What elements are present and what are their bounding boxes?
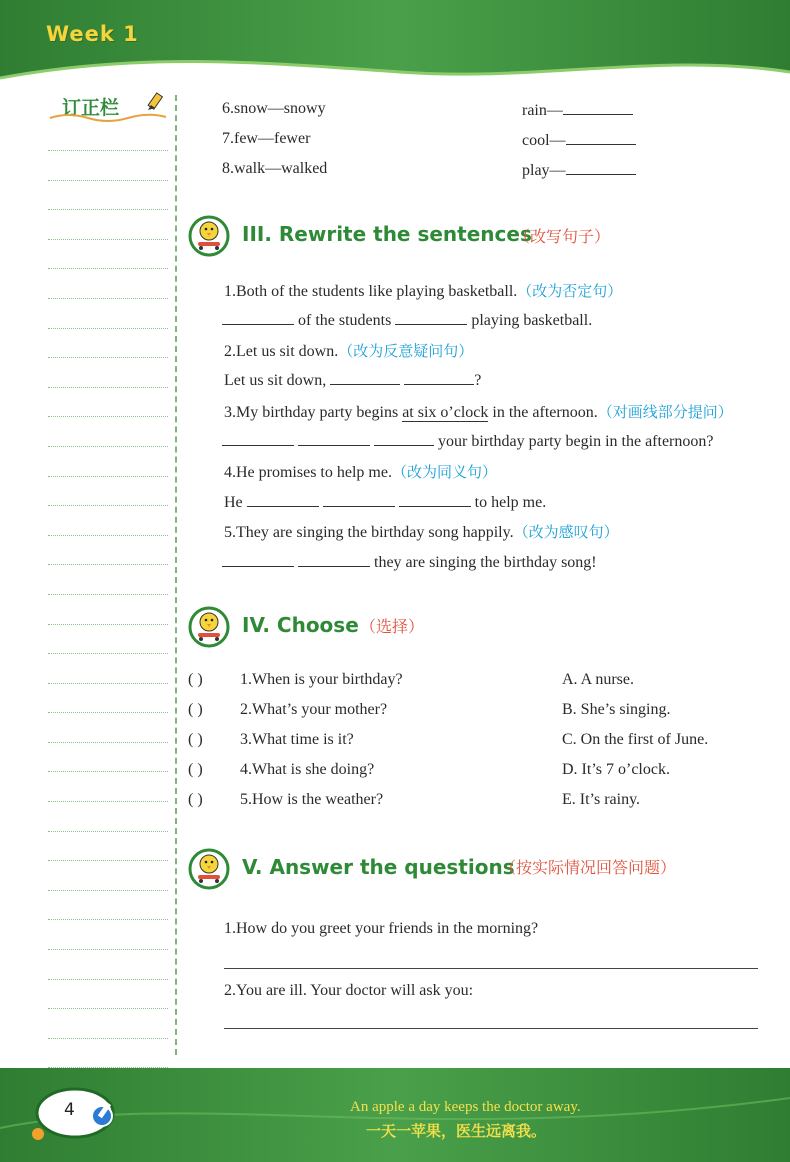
correction-lines bbox=[48, 150, 168, 1097]
s3-a3: your birthday party begin in the afternoon? bbox=[222, 431, 713, 451]
comparison-left-2: 7.few—fewer bbox=[222, 130, 311, 147]
s4-question-4: 4.What is she doing? bbox=[240, 761, 375, 778]
s4-option-d: D. It’s 7 o’clock. bbox=[562, 761, 670, 778]
s3-a4: He to help me. bbox=[224, 494, 547, 511]
comparison-left-3: 8.walk—walked bbox=[222, 160, 328, 177]
s4-option-c: C. On the first of June. bbox=[562, 731, 709, 748]
s5-answer-line-1[interactable] bbox=[224, 968, 758, 969]
proverb-english: An apple a day keeps the doctor away. bbox=[350, 1099, 581, 1115]
pencil-icon bbox=[144, 92, 164, 114]
s3-a1: of the students playing basketball. bbox=[222, 310, 592, 330]
s4-paren-3[interactable]: ( ) bbox=[188, 731, 203, 748]
section5-chick-icon bbox=[187, 845, 231, 891]
section5-title: V. Answer the questions bbox=[242, 855, 515, 879]
s4-question-1: 1.When is your birthday? bbox=[240, 671, 403, 688]
section3-subtitle: （改写句子） bbox=[514, 227, 611, 246]
s3-q2: 2.Let us sit down.（改为反意疑问句） bbox=[224, 342, 474, 360]
s5-answer-line-2[interactable] bbox=[224, 1028, 758, 1029]
s4-option-a: A. A nurse. bbox=[562, 671, 634, 688]
section3-chick-icon bbox=[187, 212, 231, 258]
comparison-right-3: play— bbox=[522, 160, 636, 180]
s5-q2: 2.You are ill. Your doctor will ask you: bbox=[224, 982, 474, 999]
section5-subtitle: （按实际情况回答问题） bbox=[500, 858, 677, 877]
correction-underline bbox=[48, 112, 168, 124]
section4-title: IV. Choose bbox=[242, 613, 359, 637]
s4-option-e: E. It’s rainy. bbox=[562, 791, 641, 808]
s3-q4: 4.He promises to help me.（改为同义句） bbox=[224, 463, 497, 481]
pencil-badge-icon bbox=[90, 1100, 118, 1128]
page-number: 4 bbox=[64, 1100, 75, 1120]
s4-question-3: 3.What time is it? bbox=[240, 731, 354, 748]
s3-a2: Let us sit down, ? bbox=[224, 372, 482, 389]
section4-chick-icon bbox=[187, 603, 231, 649]
s3-a5: they are singing the birthday song! bbox=[222, 552, 597, 572]
s3-q1: 1.Both of the students like playing basketball.（改为否定句） bbox=[224, 282, 623, 300]
section4-subtitle: （选择） bbox=[360, 617, 425, 636]
comparison-right-1: rain— bbox=[522, 100, 633, 120]
proverb-chinese: 一天一苹果，医生远离我。 bbox=[366, 1122, 547, 1140]
s4-paren-2[interactable]: ( ) bbox=[188, 701, 203, 718]
s4-question-5: 5.How is the weather? bbox=[240, 791, 384, 808]
s4-paren-5[interactable]: ( ) bbox=[188, 791, 203, 808]
correction-title: 订正栏 bbox=[62, 97, 120, 119]
s4-paren-1[interactable]: ( ) bbox=[188, 671, 203, 688]
comparison-left-1: 6.snow—snowy bbox=[222, 100, 326, 117]
s3-q5: 5.They are singing the birthday song happily.（改为感叹句） bbox=[224, 523, 619, 541]
s4-paren-4[interactable]: ( ) bbox=[188, 761, 203, 778]
week-label: Week 1 bbox=[46, 22, 139, 46]
s4-option-b: B. She’s singing. bbox=[562, 701, 671, 718]
comparison-right-2: cool— bbox=[522, 130, 636, 150]
section3-title: III. Rewrite the sentences bbox=[242, 222, 532, 246]
s5-q1: 1.How do you greet your friends in the morning? bbox=[224, 920, 539, 937]
column-divider bbox=[175, 95, 177, 1055]
s4-question-2: 2.What’s your mother? bbox=[240, 701, 388, 718]
s3-q3: 3.My birthday party begins at six o’clock in the afternoon.（对画线部分提问） bbox=[224, 403, 733, 421]
